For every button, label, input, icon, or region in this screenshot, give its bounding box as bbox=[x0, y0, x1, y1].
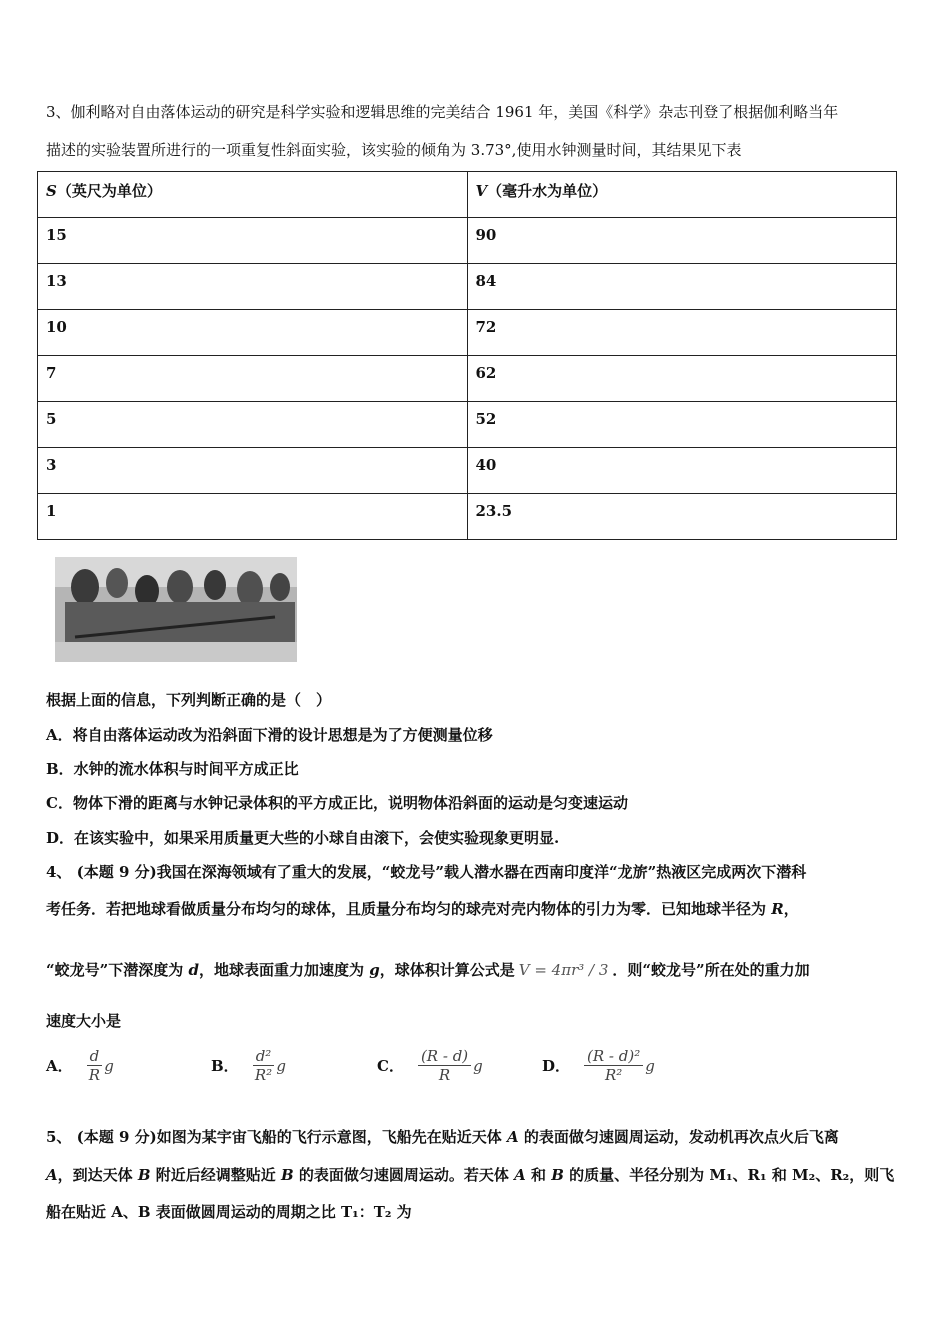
cell-s: 5 bbox=[38, 402, 468, 448]
q5-line2: A，到达天体 B 附近后经调整贴近 B 的表面做匀速圆周运动。若天体 A 和 B 的质量、半径分别为 M₁、R₁ 和 M₂、R₂，则飞 bbox=[46, 1166, 895, 1184]
header-s: S（英尺为单位） bbox=[38, 172, 468, 218]
header-v: V（毫升水为单位） bbox=[467, 172, 897, 218]
q3-option-b: B．水钟的流水体积与时间平方成正比 bbox=[46, 760, 299, 778]
q5-line3: 船在贴近 A、B 表面做圆周运动的周期之比 T₁：T₂ 为 bbox=[46, 1203, 412, 1221]
table-row bbox=[38, 218, 897, 264]
data-table bbox=[37, 171, 897, 540]
q4-line1: 4、 (本题 9 分)我国在深海领域有了重大的发展，“蛟龙号”载人潜水器在西南印度洋“龙旂”热液区完成两次下潜科 bbox=[46, 863, 807, 881]
q3-option-a: A．将自由落体运动改为沿斜面下滑的设计思想是为了方便测量位移 bbox=[46, 726, 493, 744]
q4-line4: 速度大小是 bbox=[46, 1012, 122, 1030]
volume-formula: V = 4πr³ / 3 bbox=[518, 961, 609, 979]
cell-v: 52 bbox=[467, 402, 897, 448]
cell-v: 23.5 bbox=[467, 494, 897, 540]
q4-line2: 考任务．若把地球看做质量分布均匀的球体，且质量分布均匀的球壳对壳内物体的引力为零．已知地球半径为 R， bbox=[46, 900, 799, 918]
cell-v: 72 bbox=[467, 310, 897, 356]
cell-s: 13 bbox=[38, 264, 468, 310]
q3-intro-line1: 3、伽利略对自由落体运动的研究是科学实验和逻辑思维的完美结合 1961 年，美国《科学》杂志刊登了根据伽利略当年 bbox=[46, 103, 839, 121]
cell-s: 15 bbox=[38, 218, 468, 264]
cell-v: 90 bbox=[467, 218, 897, 264]
q4-option-c: C． $\frac{(R - d)}{R}$ g bbox=[377, 1047, 483, 1084]
experiment-photo bbox=[55, 557, 297, 662]
q3-option-c: C．物体下滑的距离与水钟记录体积的平方成正比，说明物体沿斜面的运动是匀变速运动 bbox=[46, 794, 628, 812]
table-row bbox=[38, 356, 897, 402]
table-row bbox=[38, 264, 897, 310]
q5-line1: 5、 (本题 9 分)如图为某宇宙飞船的飞行示意图，飞船先在贴近天体 A 的表面做匀速圆周运动，发动机再次点火后飞离 bbox=[46, 1128, 839, 1146]
cell-s: 3 bbox=[38, 448, 468, 494]
q4-option-d: D． $\frac{\text{(R - d)²}}{\text{R²}}$ g bbox=[542, 1047, 655, 1084]
q4-option-b: B． $\frac{\text{d²}}{\text{R²}}$ g bbox=[211, 1047, 286, 1084]
table-row bbox=[38, 402, 897, 448]
table-header-row bbox=[38, 172, 897, 218]
cell-s: 1 bbox=[38, 494, 468, 540]
table-row bbox=[38, 494, 897, 540]
table-row bbox=[38, 448, 897, 494]
q4-line3: “蛟龙号”下潜深度为 d，地球表面重力加速度为 g，球体积计算公式是 V = 4πr³ / 3 ．则“蛟龙号”所在处的重力加 bbox=[46, 961, 810, 979]
cell-s: 7 bbox=[38, 356, 468, 402]
cell-v: 84 bbox=[467, 264, 897, 310]
q3-option-d: D．在该实验中，如果采用质量更大些的小球自由滚下，会使实验现象更明显. bbox=[46, 829, 560, 847]
cell-s: 10 bbox=[38, 310, 468, 356]
q3-question: 根据上面的信息，下列判断正确的是（ ） bbox=[46, 691, 332, 709]
q4-option-a: A． $\frac{d}{R}$ g bbox=[46, 1047, 114, 1084]
cell-v: 62 bbox=[467, 356, 897, 402]
table-row bbox=[38, 310, 897, 356]
q3-intro-line2: 描述的实验装置所进行的一项重复性斜面实验，该实验的倾角为 3.73°,使用水钟测量时间，其结果见下表 bbox=[46, 141, 742, 159]
cell-v: 40 bbox=[467, 448, 897, 494]
